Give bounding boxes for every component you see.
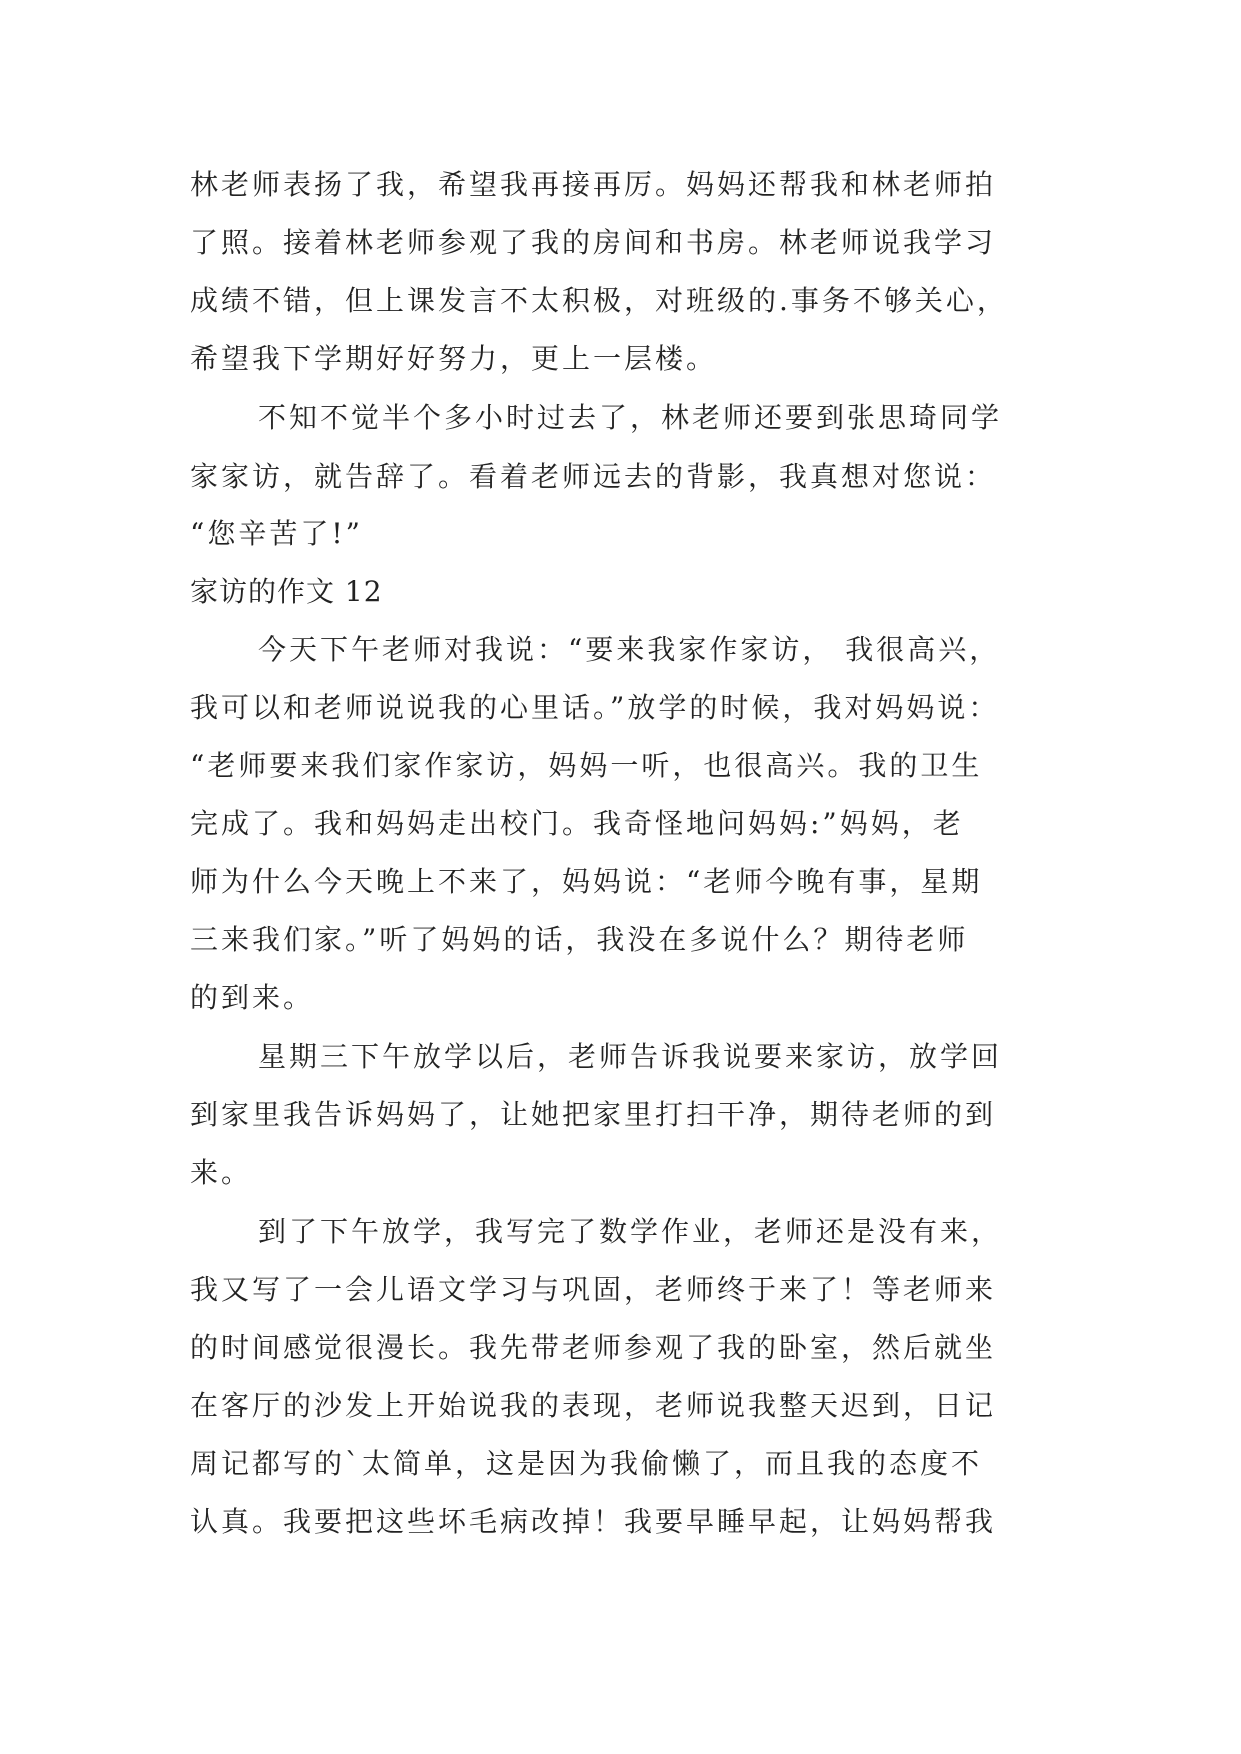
text-line: 我又写了一会儿语文学习与巩固，老师终于来了！等老师来 <box>190 1273 997 1306</box>
text-line: 成绩不错，但上课发言不太积极，对班级的.事务不够关心， <box>190 284 1008 317</box>
text-line: 三来我们家。”听了妈妈的话，我没在多说什么？期待老师 <box>190 923 969 956</box>
text-line: 我可以和老师说说我的心里话。”放学的时候，我对妈妈说： <box>190 691 1000 724</box>
text-line: 在客厅的沙发上开始说我的表现，老师说我整天迟到，日记 <box>190 1389 997 1422</box>
text-line: 了照。接着林老师参观了我的房间和书房。林老师说我学习 <box>190 226 997 259</box>
text-line: 完成了。我和妈妈走出校门。我奇怪地问妈妈:”妈妈，老 <box>190 807 964 840</box>
text-line: 周记都写的`太简单，这是因为我偷懒了，而且我的态度不 <box>190 1447 983 1480</box>
paragraph-first-line: 不知不觉半个多小时过去了，林老师还要到张思琦同学 <box>258 401 1003 434</box>
paragraph-first-line: 今天下午老师对我说：“要来我家作家访， 我很高兴， <box>258 633 1001 666</box>
text-line: 认真。我要把这些坏毛病改掉！我要早睡早起，让妈妈帮我 <box>190 1505 997 1538</box>
text-line: 到家里我告诉妈妈了，让她把家里打扫干净，期待老师的到 <box>190 1098 997 1131</box>
text-line: 来。 <box>190 1156 253 1189</box>
text-line: “老师要来我们家作家访，妈妈一听，也很高兴。我的卫生 <box>190 749 983 782</box>
paragraph-first-line: 到了下午放学，我写完了数学作业，老师还是没有来， <box>258 1215 1003 1248</box>
text-line: 的时间感觉很漫长。我先带老师参观了我的卧室，然后就坐 <box>190 1331 997 1364</box>
paragraph-first-line: 星期三下午放学以后，老师告诉我说要来家访，放学回 <box>258 1040 1003 1073</box>
text-line: 家家访，就告辞了。看着老师远去的背影，我真想对您说： <box>190 460 997 493</box>
text-line: 希望我下学期好好努力，更上一层楼。 <box>190 342 718 375</box>
text-line: 的到来。 <box>190 981 315 1014</box>
text-line: “您辛苦了!” <box>190 517 363 550</box>
text-line: 林老师表扬了我，希望我再接再厉。妈妈还帮我和林老师拍 <box>190 168 997 201</box>
text-line: 师为什么今天晚上不来了，妈妈说：“老师今晚有事，星期 <box>190 865 983 898</box>
section-heading: 家访的作文 12 <box>190 575 383 608</box>
